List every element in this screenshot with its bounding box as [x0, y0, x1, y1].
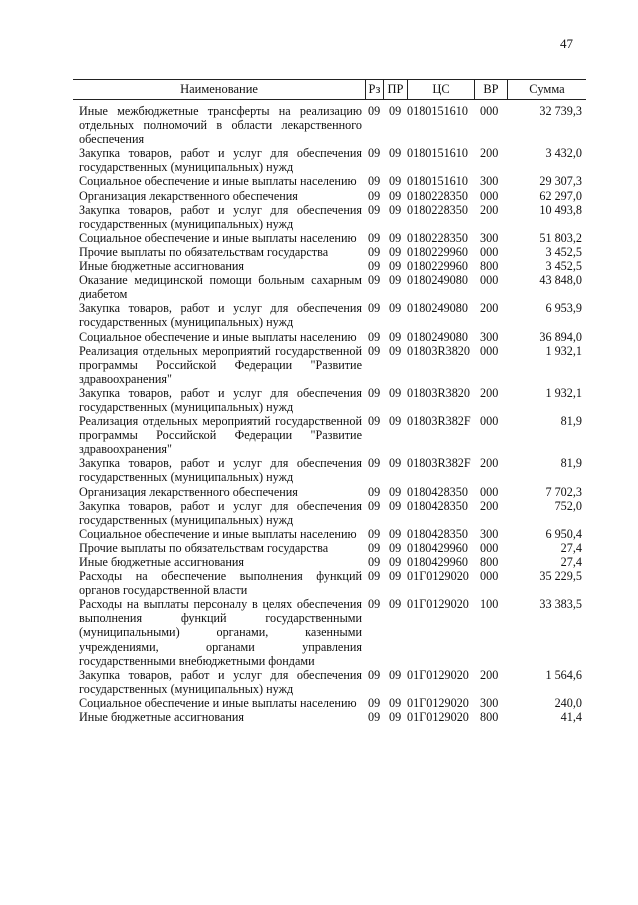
row-sum: 32 739,3 [539, 104, 582, 118]
row-rz: 09 [368, 456, 381, 471]
table-row [79, 710, 582, 724]
table-row [79, 555, 582, 569]
row-cs: 0180228350 [407, 188, 468, 203]
row-rz: 09 [368, 385, 381, 400]
row-cs: 0180428350 [407, 484, 468, 499]
table-row [79, 485, 582, 499]
row-pr: 09 [389, 498, 402, 513]
row-vr: 800 [480, 555, 499, 569]
row-name: Социальное обеспечение и иные выплаты населению [79, 230, 357, 245]
row-cs: 01Г0129020 [407, 597, 469, 612]
row-sum: 36 894,0 [539, 329, 582, 344]
row-pr: 09 [389, 569, 402, 584]
row-name: Прочие выплаты по обязательствам государства [79, 244, 329, 259]
row-name: Закупка товаров, работ и услуг для обеспечения государственных (муниципальных) нужд [79, 202, 362, 231]
table-row [79, 597, 582, 667]
header-name: Наименование [180, 82, 258, 96]
row-vr: 300 [480, 174, 499, 189]
row-rz: 09 [368, 301, 381, 316]
row-vr: 200 [480, 202, 499, 217]
row-cs: 01803R382F [407, 456, 471, 471]
row-cs: 0180428350 [407, 526, 468, 541]
row-vr: 200 [480, 385, 499, 400]
table-row [79, 174, 582, 188]
row-pr: 09 [389, 710, 402, 725]
row-cs: 01803R3820 [407, 385, 470, 400]
row-rz: 09 [368, 146, 381, 161]
row-rz: 09 [368, 710, 381, 725]
row-rz: 09 [368, 188, 381, 203]
row-name: Реализация отдельных мероприятий государственной программы Российской Федерации "Развитие здравоохранения" [79, 414, 362, 457]
row-pr: 09 [389, 484, 402, 499]
row-sum: 752,0 [554, 498, 582, 513]
table-row [79, 301, 582, 329]
table-row [79, 499, 582, 527]
table-row [79, 330, 582, 344]
row-sum: 1 564,6 [545, 667, 582, 682]
row-pr: 09 [389, 104, 402, 118]
budget-table-body [79, 104, 582, 724]
table-header [73, 79, 586, 100]
row-vr: 000 [480, 104, 499, 118]
row-name: Социальное обеспечение и иные выплаты населению [79, 526, 357, 541]
row-name: Иные межбюджетные трансферты на реализацию отдельных полномочий в области лекарственного обеспечения [79, 104, 362, 147]
header-vr: ВР [483, 82, 499, 96]
row-rz: 09 [368, 597, 381, 612]
row-sum: 1 932,1 [545, 343, 582, 358]
row-name: Закупка товаров, работ и услуг для обеспечения государственных (муниципальных) нужд [79, 146, 362, 175]
row-vr: 000 [480, 273, 499, 288]
header-cs: ЦС [432, 82, 450, 96]
row-pr: 09 [389, 174, 402, 189]
row-pr: 09 [389, 343, 402, 358]
row-pr: 09 [389, 273, 402, 288]
row-pr: 09 [389, 301, 402, 316]
row-vr: 800 [480, 710, 499, 725]
row-cs: 01Г0129020 [407, 569, 469, 584]
row-name: Иные бюджетные ассигнования [79, 710, 245, 725]
row-vr: 000 [480, 569, 499, 584]
row-sum: 240,0 [554, 695, 582, 710]
row-vr: 300 [480, 695, 499, 710]
row-vr: 200 [480, 498, 499, 513]
row-cs: 01Г0129020 [407, 667, 469, 682]
row-sum: 29 307,3 [539, 174, 582, 189]
row-cs: 01Г0129020 [407, 695, 469, 710]
row-vr: 000 [480, 343, 499, 358]
row-rz: 09 [368, 329, 381, 344]
row-sum: 27,4 [560, 540, 582, 555]
row-sum: 81,9 [560, 456, 582, 471]
row-sum: 41,4 [560, 710, 582, 725]
row-rz: 09 [368, 569, 381, 584]
row-name: Социальное обеспечение и иные выплаты населению [79, 329, 357, 344]
row-rz: 09 [368, 343, 381, 358]
header-sum: Сумма [529, 82, 565, 96]
row-cs: 0180429960 [407, 555, 468, 569]
row-pr: 09 [389, 188, 402, 203]
row-rz: 09 [368, 414, 381, 429]
row-pr: 09 [389, 456, 402, 471]
row-name: Реализация отдельных мероприятий государственной программы Российской Федерации "Развитие здравоохранения" [79, 343, 362, 386]
row-name: Прочие выплаты по обязательствам государства [79, 540, 329, 555]
table-row [79, 245, 582, 259]
row-vr: 000 [480, 484, 499, 499]
row-rz: 09 [368, 244, 381, 259]
row-vr: 800 [480, 259, 499, 274]
row-sum: 6 953,9 [545, 301, 582, 316]
row-pr: 09 [389, 244, 402, 259]
table-row [79, 259, 582, 273]
row-pr: 09 [389, 526, 402, 541]
row-vr: 000 [480, 414, 499, 429]
row-sum: 6 950,4 [545, 526, 582, 541]
row-name: Организация лекарственного обеспечения [79, 188, 298, 203]
row-vr: 000 [480, 188, 499, 203]
row-sum: 3 432,0 [545, 146, 582, 161]
row-vr: 000 [480, 244, 499, 259]
table-row [79, 696, 582, 710]
row-sum: 10 493,8 [539, 202, 582, 217]
row-cs: 0180229960 [407, 259, 468, 274]
row-vr: 000 [480, 540, 499, 555]
row-pr: 09 [389, 202, 402, 217]
table-row [79, 668, 582, 696]
row-sum: 1 932,1 [545, 385, 582, 400]
row-name: Организация лекарственного обеспечения [79, 484, 298, 499]
table-row [79, 541, 582, 555]
row-vr: 200 [480, 146, 499, 161]
table-row [79, 527, 582, 541]
row-pr: 09 [389, 329, 402, 344]
row-name: Социальное обеспечение и иные выплаты населению [79, 174, 357, 189]
table-row [79, 414, 582, 456]
row-pr: 09 [389, 597, 402, 612]
table-row [79, 344, 582, 386]
header-rz: Рз [368, 82, 381, 96]
row-rz: 09 [368, 202, 381, 217]
row-name: Расходы на выплаты персоналу в целях обеспечения выполнения функций государственными (муниципальными) органами, казенными учреждениями, органами управления государственными внебюджетными фондами [79, 597, 362, 668]
row-pr: 09 [389, 540, 402, 555]
row-vr: 200 [480, 456, 499, 471]
row-cs: 0180249080 [407, 273, 468, 288]
table-row [79, 456, 582, 484]
row-vr: 200 [480, 667, 499, 682]
row-cs: 01803R3820 [407, 343, 470, 358]
row-sum: 43 848,0 [539, 273, 582, 288]
row-cs: 0180228350 [407, 202, 468, 217]
table-row [79, 273, 582, 301]
row-cs: 0180429960 [407, 540, 468, 555]
row-cs: 0180249080 [407, 329, 468, 344]
row-cs: 0180228350 [407, 230, 468, 245]
row-rz: 09 [368, 273, 381, 288]
row-pr: 09 [389, 385, 402, 400]
table-row [79, 189, 582, 203]
row-rz: 09 [368, 498, 381, 513]
row-pr: 09 [389, 667, 402, 682]
row-cs: 0180249080 [407, 301, 468, 316]
row-vr: 300 [480, 329, 499, 344]
row-name: Расходы на обеспечение выполнения функций органов государственной власти [79, 569, 362, 598]
row-sum: 35 229,5 [539, 569, 582, 584]
row-cs: 0180151610 [407, 174, 468, 189]
row-vr: 200 [480, 301, 499, 316]
row-name: Социальное обеспечение и иные выплаты населению [79, 695, 357, 710]
row-pr: 09 [389, 414, 402, 429]
row-sum: 3 452,5 [545, 259, 582, 274]
row-sum: 27,4 [560, 555, 582, 569]
row-pr: 09 [389, 230, 402, 245]
table-row [79, 231, 582, 245]
row-sum: 81,9 [560, 414, 582, 429]
row-name: Иные бюджетные ассигнования [79, 259, 245, 274]
row-rz: 09 [368, 667, 381, 682]
row-sum: 51 803,2 [539, 230, 582, 245]
row-cs: 0180151610 [407, 104, 468, 118]
row-rz: 09 [368, 104, 381, 118]
row-name: Закупка товаров, работ и услуг для обеспечения государственных (муниципальных) нужд [79, 667, 362, 696]
row-name: Закупка товаров, работ и услуг для обеспечения государственных (муниципальных) нужд [79, 301, 362, 330]
table-row [79, 146, 582, 174]
row-rz: 09 [368, 526, 381, 541]
table-row [79, 104, 582, 146]
row-rz: 09 [368, 695, 381, 710]
row-pr: 09 [389, 695, 402, 710]
row-cs: 01Г0129020 [407, 710, 469, 725]
row-vr: 300 [480, 526, 499, 541]
row-name: Оказание медицинской помощи больным сахарным диабетом [79, 273, 362, 302]
row-name: Закупка товаров, работ и услуг для обеспечения государственных (муниципальных) нужд [79, 498, 362, 527]
table-row [79, 203, 582, 231]
row-cs: 0180428350 [407, 498, 468, 513]
row-rz: 09 [368, 555, 381, 569]
row-cs: 0180151610 [407, 146, 468, 161]
row-pr: 09 [389, 146, 402, 161]
page-number: 47 [560, 36, 573, 51]
row-sum: 3 452,5 [545, 244, 582, 259]
table-row [79, 386, 582, 414]
row-pr: 09 [389, 259, 402, 274]
row-rz: 09 [368, 259, 381, 274]
row-name: Закупка товаров, работ и услуг для обеспечения государственных (муниципальных) нужд [79, 456, 362, 485]
row-sum: 33 383,5 [539, 597, 582, 612]
header-pr: ПР [387, 82, 404, 96]
row-name: Иные бюджетные ассигнования [79, 555, 245, 569]
row-rz: 09 [368, 484, 381, 499]
row-sum: 62 297,0 [539, 188, 582, 203]
row-vr: 300 [480, 230, 499, 245]
table-row [79, 569, 582, 597]
row-cs: 0180229960 [407, 244, 468, 259]
row-rz: 09 [368, 174, 381, 189]
row-rz: 09 [368, 540, 381, 555]
row-cs: 01803R382F [407, 414, 471, 429]
row-sum: 7 702,3 [545, 484, 582, 499]
row-vr: 100 [480, 597, 499, 612]
row-rz: 09 [368, 230, 381, 245]
row-name: Закупка товаров, работ и услуг для обеспечения государственных (муниципальных) нужд [79, 385, 362, 414]
row-pr: 09 [389, 555, 402, 569]
